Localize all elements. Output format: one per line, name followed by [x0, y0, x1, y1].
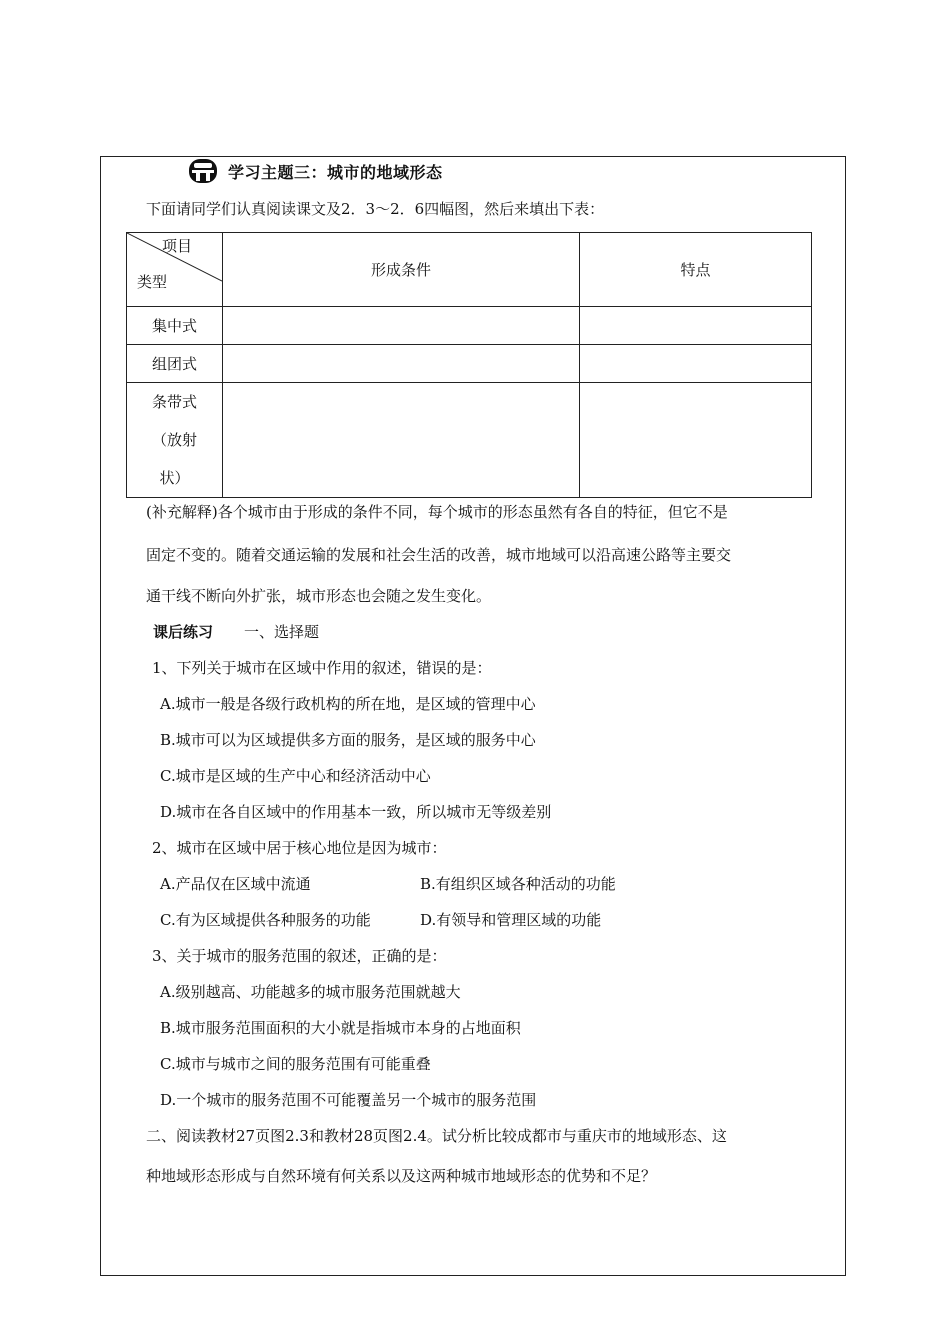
theme-badge-icon — [188, 158, 218, 184]
table-row — [127, 345, 812, 383]
header-condition — [223, 233, 580, 307]
header-condition-label: 形成条件 — [370, 261, 431, 279]
section-title: 学习主题三：城市的地域形态 — [228, 162, 443, 182]
blank-cell[interactable] — [580, 307, 812, 345]
question-2-option-d[interactable]: D.有领导和管理区域的功能 — [420, 911, 602, 929]
row-type-line: 条带式 — [151, 393, 197, 411]
question-2-option-a[interactable]: A.产品仅在区域中流通 — [160, 875, 311, 893]
supplement-line: 通干线不断向外扩张，城市形态也会随之发生变化。 — [146, 587, 492, 605]
question-3-option-b[interactable]: B.城市服务范围面积的大小就是指城市本身的占地面积 — [160, 1019, 521, 1037]
supplement-line: 固定不变的。随着交通运输的发展和社会生活的改善，城市地域可以沿高速公路等主要交 — [146, 546, 732, 564]
question-2-option-c[interactable]: C.有为区域提供各种服务的功能 — [160, 911, 371, 929]
blank-cell[interactable] — [580, 383, 812, 498]
question-3-option-d[interactable]: D.一个城市的服务范围不可能覆盖另一个城市的服务范围 — [160, 1091, 537, 1109]
question-1-option-c[interactable]: C.城市是区域的生产中心和经济活动中心 — [160, 767, 431, 785]
question-1-option-b[interactable]: B.城市可以为区域提供多方面的服务，是区域的服务中心 — [160, 731, 536, 749]
row-type-line: 状） — [159, 469, 190, 487]
blank-cell[interactable] — [223, 307, 580, 345]
exercise-label: 课后练习 — [153, 623, 214, 641]
question-2-stem: 2、城市在区域中居于核心地位是因为城市： — [152, 839, 447, 857]
form-table — [126, 232, 812, 498]
row-type: 集中式 — [127, 307, 223, 345]
section2-line: 二、阅读教材27页图2.3和教材28页图2.4。试分析比较成都市与重庆市的地域形态、这 — [146, 1127, 727, 1145]
header-feature-label: 特点 — [680, 261, 711, 279]
row-type — [127, 383, 223, 498]
question-1-option-a[interactable]: A.城市一般是各级行政机构的所在地，是区域的管理中心 — [160, 695, 536, 713]
blank-cell[interactable] — [580, 345, 812, 383]
question-3-option-c[interactable]: C.城市与城市之间的服务范围有可能重叠 — [160, 1055, 431, 1073]
question-1-stem: 1、下列关于城市在区域中作用的叙述，错误的是： — [152, 659, 492, 677]
section-heading — [188, 158, 443, 184]
row-type-line: （放射 — [151, 431, 197, 449]
row-type: 组团式 — [127, 345, 223, 383]
header-feature — [580, 233, 812, 307]
corner-label-type: 类型 — [137, 273, 168, 291]
question-3-stem: 3、关于城市的服务范围的叙述，正确的是： — [152, 947, 447, 965]
table-row — [127, 383, 812, 498]
corner-label-item: 项目 — [161, 237, 192, 255]
intro-text: 下面请同学们认真阅读课文及2．3～2．6四幅图，然后来填出下表： — [146, 200, 605, 218]
question-1-option-d[interactable]: D.城市在各自区域中的作用基本一致，所以城市无等级差别 — [160, 803, 552, 821]
blank-cell[interactable] — [223, 345, 580, 383]
section1-title: 一、选择题 — [244, 623, 320, 641]
table-corner-cell — [127, 233, 223, 307]
blank-cell[interactable] — [223, 383, 580, 498]
table-row — [127, 307, 812, 345]
question-3-option-a[interactable]: A.级别越高、功能越多的城市服务范围就越大 — [160, 983, 461, 1001]
section2-line: 种地域形态形成与自然环境有何关系以及这两种城市地域形态的优势和不足？ — [146, 1167, 657, 1185]
question-2-option-b[interactable]: B.有组织区域各种活动的功能 — [420, 875, 616, 893]
supplement-line: (补充解释)各个城市由于形成的条件不同，每个城市的形态虽然有各自的特征，但它不是 — [146, 503, 728, 521]
